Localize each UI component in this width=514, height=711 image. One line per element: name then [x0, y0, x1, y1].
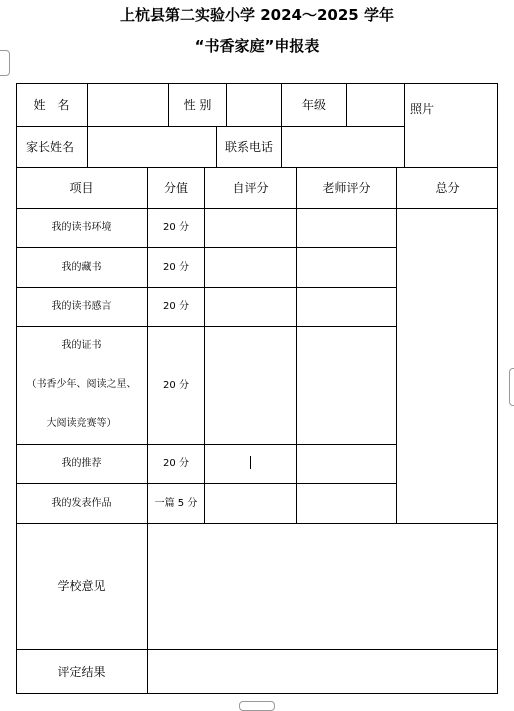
title-line-2: “书香家庭”申报表 — [194, 37, 320, 55]
row-score: 20 分 — [163, 261, 189, 273]
row-score: 20 分 — [163, 379, 189, 391]
row-item: 我的推荐 — [61, 458, 102, 469]
text-cursor — [250, 456, 251, 469]
grade-label: 年级 — [301, 97, 326, 112]
row-item: 我的读书感言 — [51, 301, 112, 312]
row-item: 我的发表作品 — [51, 497, 112, 509]
gender-input[interactable] — [227, 84, 281, 126]
row-item: 我的证书 — [61, 340, 102, 351]
result-input[interactable] — [148, 650, 498, 694]
row-item-note: （书香少年、阅读之星、 — [26, 379, 137, 390]
col-total: 总分 — [435, 180, 460, 195]
col-self-score: 自评分 — [232, 180, 269, 195]
col-teacher-score: 老师评分 — [322, 180, 371, 195]
parent-name-label: 家长姓名 — [26, 139, 75, 154]
school-opinion-input[interactable] — [148, 524, 498, 649]
row-score: 一篇 5 分 — [154, 497, 198, 509]
name-input[interactable] — [88, 84, 168, 126]
parent-name-input[interactable] — [88, 127, 216, 167]
col-score: 分值 — [163, 180, 188, 195]
total-score-cell[interactable] — [397, 209, 498, 523]
row-score: 20 分 — [163, 301, 189, 312]
phone-label: 联系电话 — [224, 139, 273, 154]
phone-input[interactable] — [282, 127, 404, 167]
school-opinion-label: 学校意见 — [57, 579, 106, 594]
right-page-tab[interactable] — [509, 368, 514, 406]
title-line-1: 上杭县第二实验小学 2024～2025 学年 — [120, 6, 394, 24]
bottom-page-tab[interactable] — [239, 701, 275, 711]
teacher-score-cell[interactable] — [297, 209, 396, 523]
row-item: 我的读书环境 — [51, 222, 112, 233]
row-score: 20 分 — [163, 458, 189, 469]
col-item: 项目 — [69, 180, 94, 195]
name-label: 姓 名 — [33, 97, 70, 112]
row-item-note: 大阅读竞赛等） — [46, 418, 117, 429]
photo-label: 照片 — [409, 101, 434, 116]
result-label: 评定结果 — [57, 664, 106, 679]
grade-input[interactable] — [347, 84, 404, 126]
self-score-cell[interactable] — [205, 209, 296, 523]
row-score: 20 分 — [163, 222, 189, 233]
row-item: 我的藏书 — [61, 261, 102, 273]
gender-label: 性 别 — [183, 97, 212, 112]
